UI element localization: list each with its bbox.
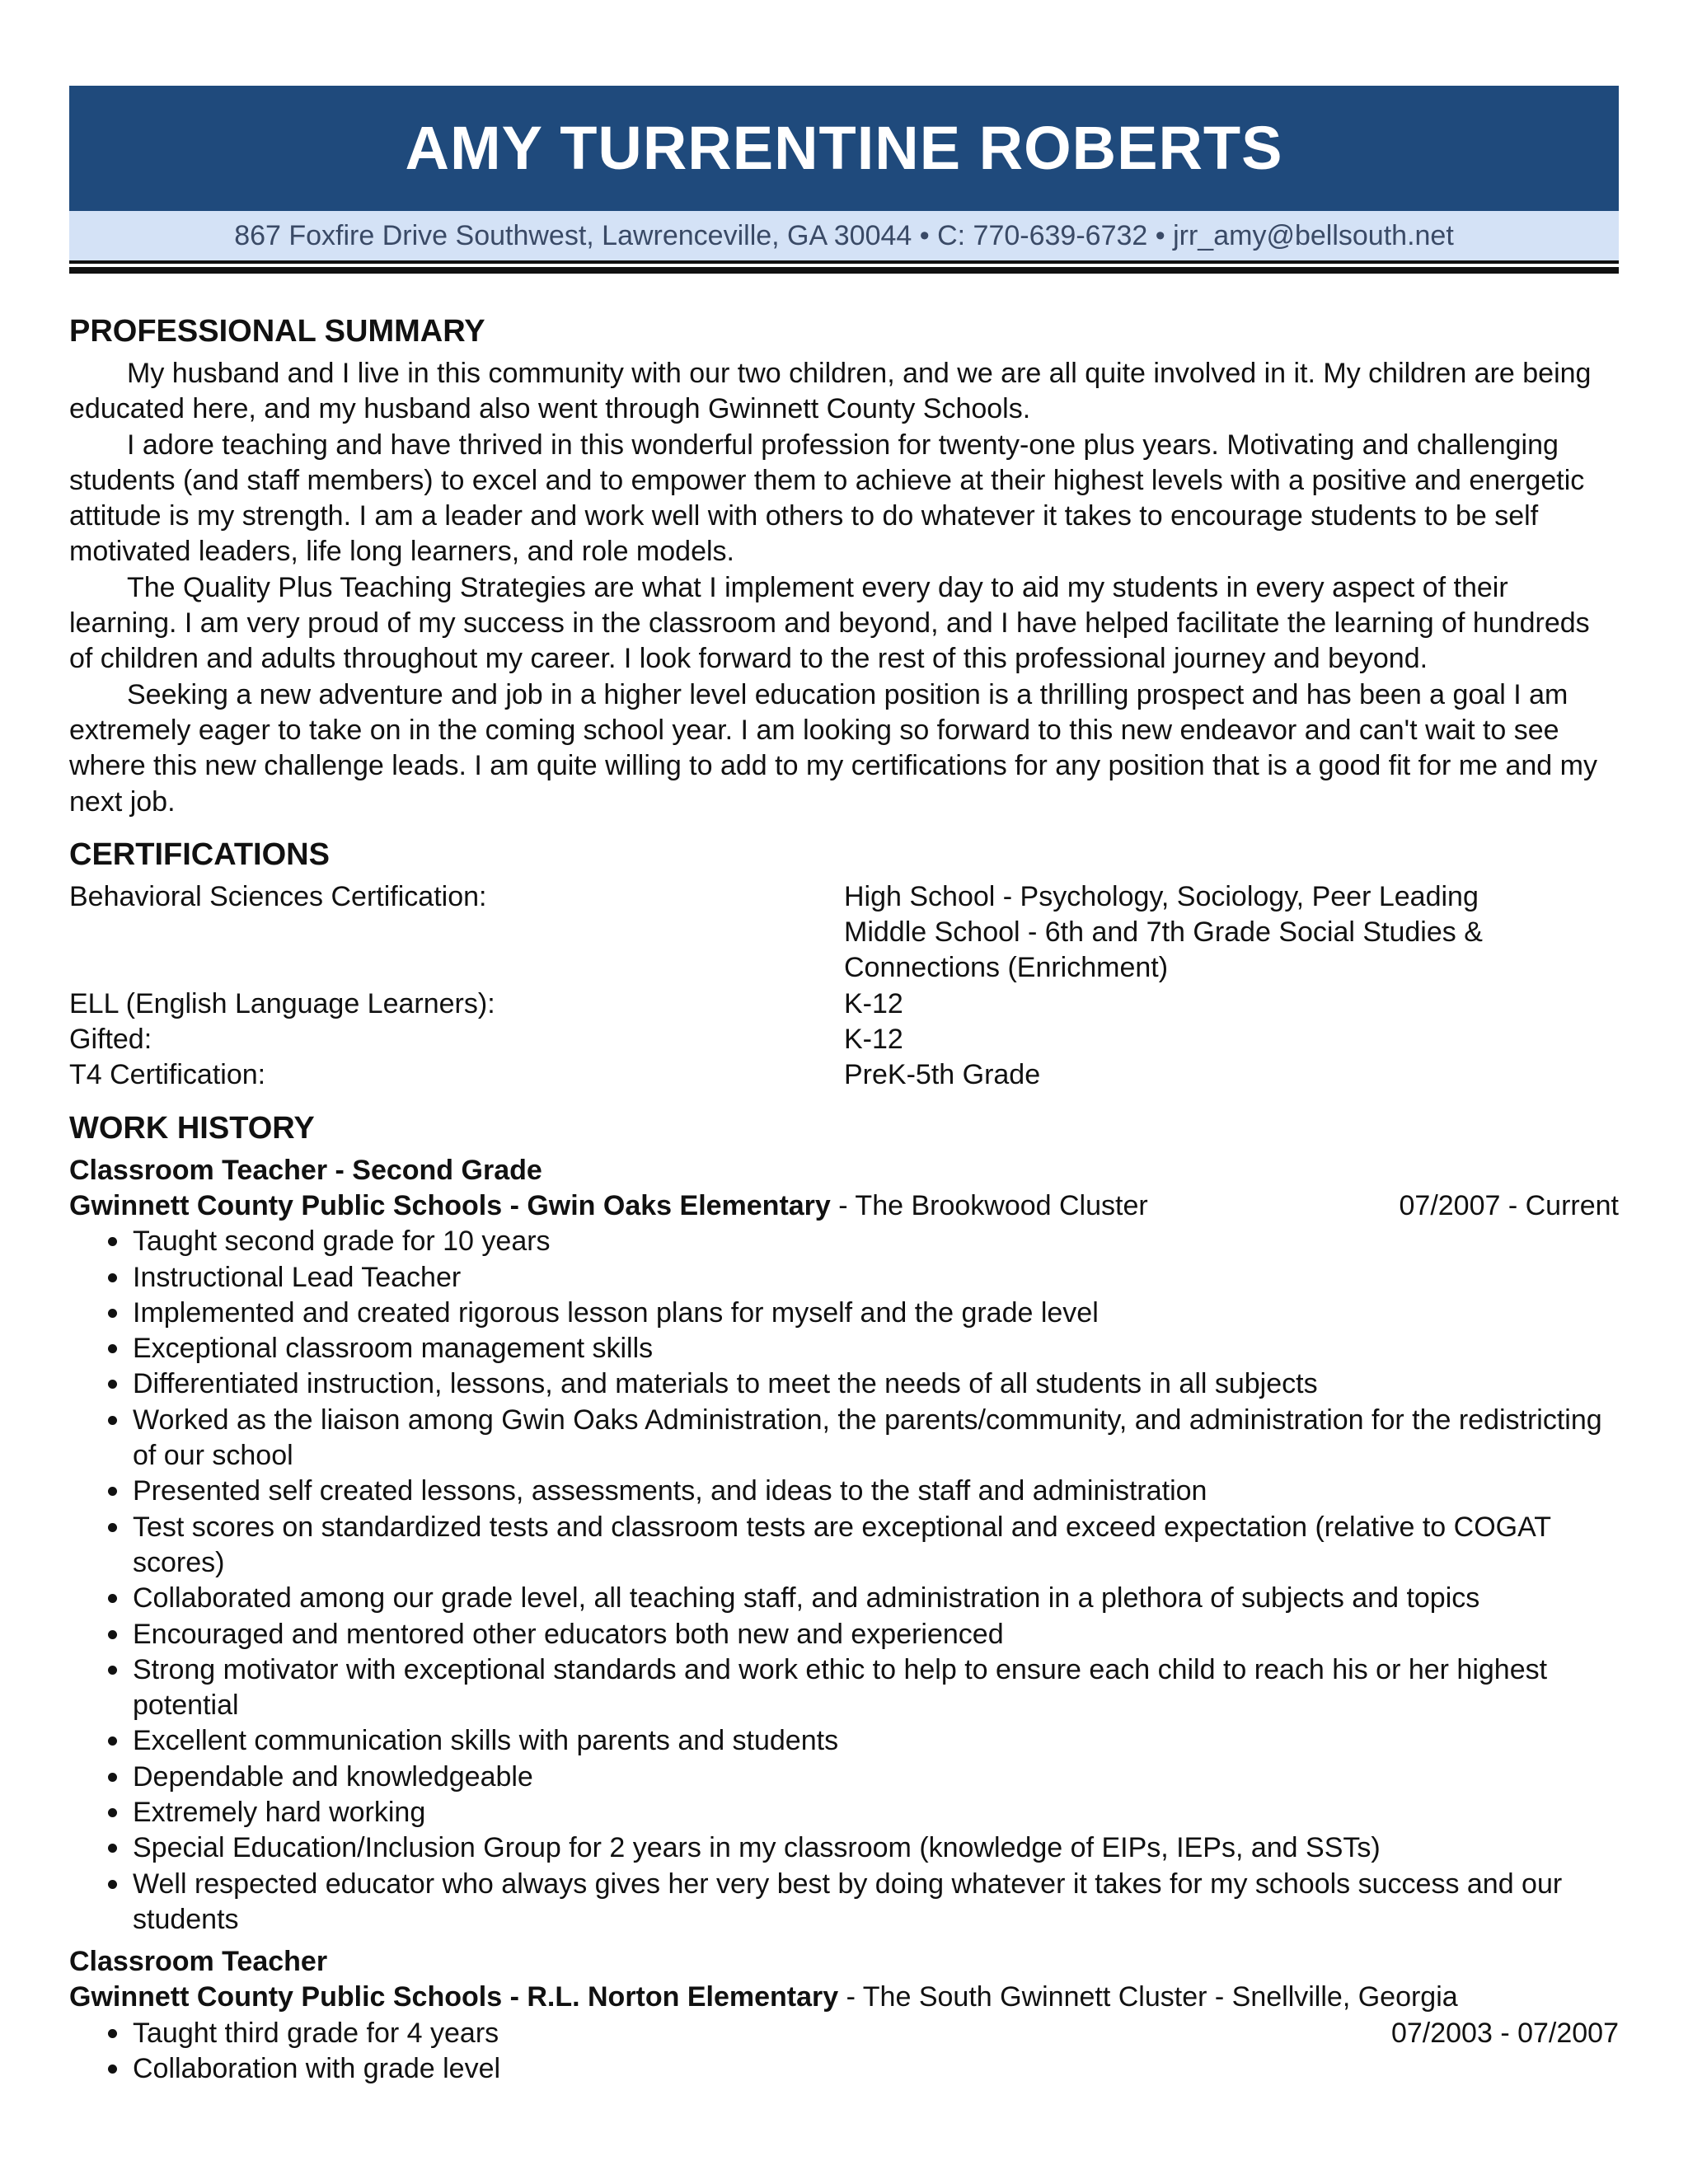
- duty-text: Taught third grade for 4 years: [133, 2017, 499, 2049]
- cert-value: K-12: [844, 1024, 903, 1056]
- summary-section: [69, 356, 1619, 820]
- cert-row: [69, 915, 1619, 987]
- duty-list: [69, 1224, 1619, 1938]
- list-item: Implemented and created rigorous lesson plans for myself and the grade level: [69, 1296, 1619, 1331]
- list-item: Collaborated among our grade level, all teaching staff, and administration in a plethora of subjects and topics: [69, 1581, 1619, 1616]
- list-item: Special Education/Inclusion Group for 2 years in my classroom (knowledge of EIPs, IEPs, and SSTs): [69, 1830, 1619, 1866]
- cert-value: K-12: [844, 987, 903, 1019]
- cert-label: T4 Certification:: [69, 1059, 266, 1091]
- separator: •: [1155, 220, 1165, 251]
- list-item: Presented self created lessons, assessments, and ideas to the staff and administration: [69, 1474, 1619, 1509]
- summary-paragraph: I adore teaching and have thrived in this wonderful profession for twenty-one plus years. Motivating and challenging students (and staff members) to excel and to empower them to achieve at their highest levels with a positive and energetic attitude is my strength. I am a leader and work well with others to do whatever it takes to encourage students to be self motivated leaders, life long learners, and role models.: [69, 429, 1585, 568]
- cert-label: [69, 915, 844, 987]
- employer-line: [69, 1188, 1619, 1224]
- summary-paragraph: Seeking a new adventure and job in a higher level education position is a thrilling prospect and has been a goal I am extremely eager to take on in the coming school year. I am looking so forward to this new endeavor and can't wait to see where this new challenge leads. I am quite willing to add to my certifications for any position that is a good fit for me and my next job.: [69, 678, 1597, 818]
- summary-paragraph: My husband and I live in this community with our two children, and we are all quite involved in it. My children are being educated here, and my husband also went through Gwinnett County Schools.: [69, 358, 1592, 425]
- cert-row: [69, 1022, 1619, 1057]
- list-item: Differentiated instruction, lessons, and materials to meet the needs of all students in all subjects: [69, 1366, 1619, 1402]
- cert-row: [69, 879, 1619, 915]
- list-item: Taught second grade for 10 years: [69, 1224, 1619, 1259]
- list-item: Collaboration with grade level: [69, 2051, 1619, 2087]
- list-item: Strong motivator with exceptional standards and work ethic to help to ensure each child to reach his or her highest potential: [69, 1652, 1619, 1724]
- section-heading-work-history: WORK HISTORY: [69, 1110, 315, 1146]
- list-item: Extremely hard working: [69, 1795, 1619, 1830]
- list-item: Encouraged and mentored other educators both new and experienced: [69, 1617, 1619, 1652]
- summary-paragraph: The Quality Plus Teaching Strategies are what I implement every day to aid my students in every aspect of their learning. I am very proud of my success in the classroom and beyond, and I have helped facilitate the learning of hundreds of children and adults throughout my career. I look forward to the rest of this professional journey and beyond.: [69, 571, 1590, 675]
- job-entry: [69, 1153, 1619, 1938]
- cert-label: ELL (English Language Learners):: [69, 987, 495, 1019]
- list-item: Excellent communication skills with parents and students: [69, 1723, 1619, 1759]
- list-item: [69, 2016, 1619, 2051]
- candidate-name: AMY TURRENTINE ROBERTS: [69, 86, 1619, 211]
- employer-line: [69, 1980, 1619, 2015]
- list-item: Dependable and knowledgeable: [69, 1760, 1619, 1795]
- phone: C: 770-639-6732: [937, 220, 1148, 251]
- employer-name: Gwinnett County Public Schools - Gwin Oaks Elementary: [69, 1189, 831, 1221]
- job-title: Classroom Teacher: [69, 1946, 328, 1978]
- divider: [69, 260, 1619, 264]
- duty-list: [69, 2016, 1619, 2088]
- email-link[interactable]: jrr_amy@bellsouth.net: [1173, 220, 1454, 251]
- section-heading-certifications: CERTIFICATIONS: [69, 837, 330, 872]
- contact-bar: [69, 211, 1619, 260]
- cert-value: High School - Psychology, Sociology, Peer Leading: [844, 880, 1479, 912]
- cert-label: Behavioral Sciences Certification:: [69, 880, 487, 912]
- employer-name: Gwinnett County Public Schools - R.L. Norton Elementary: [69, 1981, 839, 2013]
- job-dates: 07/2003 - 07/2007: [1390, 2017, 1619, 2049]
- divider: [69, 267, 1619, 274]
- section-heading-summary: PROFESSIONAL SUMMARY: [69, 314, 485, 349]
- cert-value: PreK-5th Grade: [844, 1059, 1041, 1091]
- separator: •: [919, 220, 930, 251]
- list-item: Instructional Lead Teacher: [69, 1260, 1619, 1296]
- employer-detail: - The South Gwinnett Cluster - Snellville, Georgia: [838, 1981, 1458, 2013]
- job-entry: [69, 1944, 1619, 2087]
- list-item: Exceptional classroom management skills: [69, 1331, 1619, 1366]
- list-item: Worked as the liaison among Gwin Oaks Administration, the parents/community, and administration for the redistricting of our school: [69, 1403, 1619, 1474]
- cert-label: Gifted:: [69, 1024, 152, 1056]
- certifications-section: [69, 879, 1619, 1094]
- job-dates: 07/2007 - Current: [1399, 1189, 1619, 1221]
- list-item: Well respected educator who always gives her very best by doing whatever it takes for my schools success and our students: [69, 1867, 1619, 1938]
- cert-value: Middle School - 6th and 7th Grade Social Studies & Connections (Enrichment): [844, 916, 1483, 984]
- cert-row: [69, 1057, 1619, 1093]
- employer-detail: - The Brookwood Cluster: [830, 1189, 1148, 1221]
- address: 867 Foxfire Drive Southwest, Lawrenceville, GA 30044: [234, 220, 912, 251]
- cert-row: [69, 987, 1619, 1022]
- resume-content: [69, 307, 1619, 2087]
- job-title: Classroom Teacher - Second Grade: [69, 1154, 542, 1186]
- list-item: Test scores on standardized tests and classroom tests are exceptional and exceed expectation (relative to COGAT scores): [69, 1510, 1619, 1582]
